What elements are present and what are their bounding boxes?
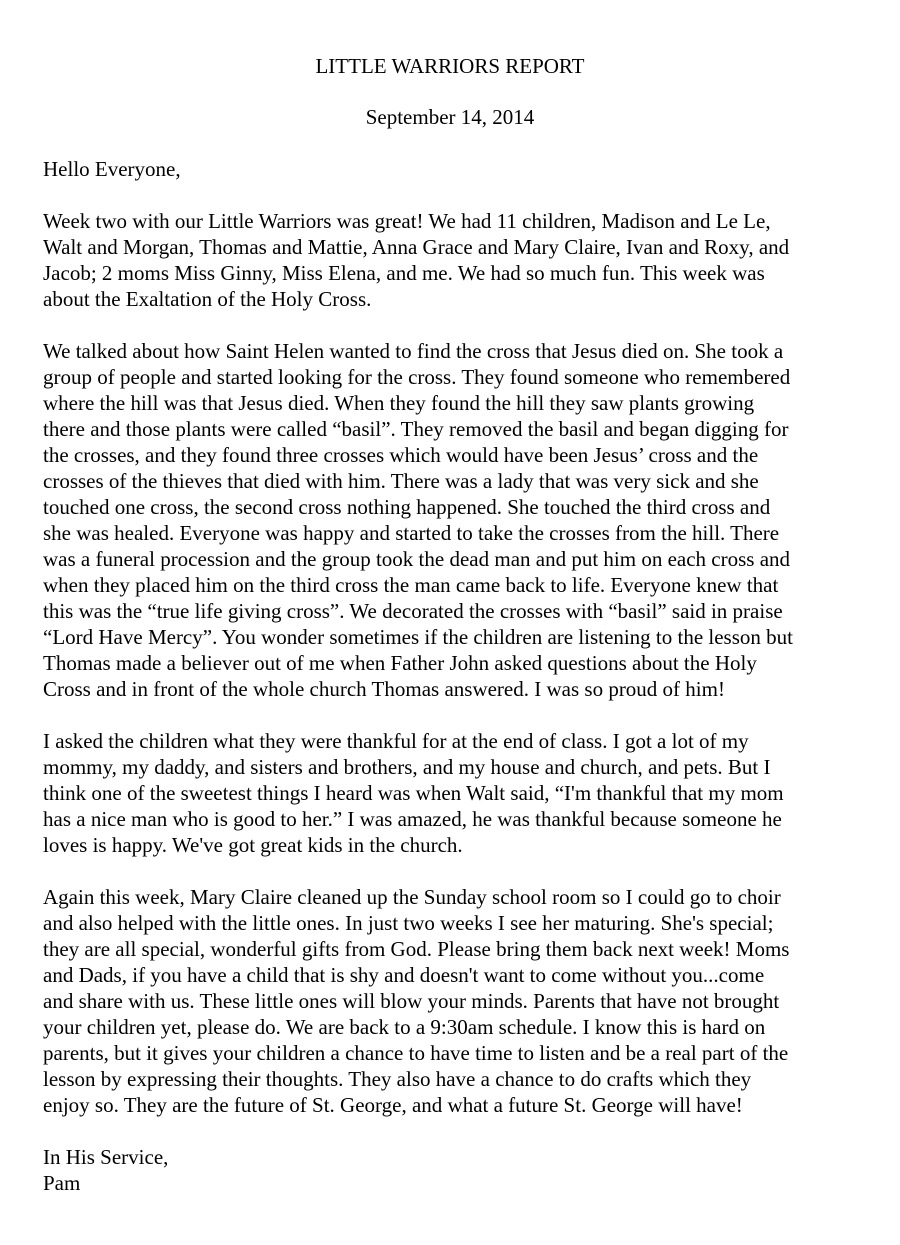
text-line: about the Exaltation of the Holy Cross. [43,287,372,311]
greeting: Hello Everyone, [43,157,181,181]
text-line: and share with us. These little ones will blow your minds. Parents that have not brought [43,989,780,1013]
text-line: there and those plants were called “basil”. They removed the basil and began digging for [43,417,789,441]
text-line: Jacob; 2 moms Miss Ginny, Miss Elena, and me. We had so much fun. This week was [43,261,765,285]
text-line: Walt and Morgan, Thomas and Mattie, Anna Grace and Mary Claire, Ivan and Roxy, and [43,235,790,259]
text-line: was a funeral procession and the group took the dead man and put him on each cross and [43,547,791,571]
text-line: think one of the sweetest things I heard was when Walt said, “I'm thankful that my mom [43,781,784,805]
text-line: I asked the children what they were thankful for at the end of class. I got a lot of my [43,729,749,753]
text-line: Week two with our Little Warriors was great! We had 11 children, Madison and Le Le, [43,209,771,233]
text-line: Again this week, Mary Claire cleaned up the Sunday school room so I could go to choir [43,885,781,909]
text-line: where the hill was that Jesus died. When they found the hill they saw plants growing [43,391,755,415]
text-line: the crosses, and they found three crosses which would have been Jesus’ cross and the [43,443,759,467]
text-line: We talked about how Saint Helen wanted to find the cross that Jesus died on. She took a [43,339,784,363]
text-line: “Lord Have Mercy”. You wonder sometimes if the children are listening to the lesson but [43,625,793,649]
text-line: lesson by expressing their thoughts. They also have a chance to do crafts which they [43,1067,752,1091]
text-line: mommy, my daddy, and sisters and brothers, and my house and church, and pets. But I [43,755,771,779]
text-line: loves is happy. We've got great kids in the church. [43,833,463,857]
closing-line: In His Service, [43,1145,169,1169]
report-title: LITTLE WARRIORS REPORT [315,54,585,78]
text-line: touched one cross, the second cross nothing happened. She touched the third cross and [43,495,771,519]
closing-block [43,1144,873,1196]
text-line: when they placed him on the third cross the man came back to life. Everyone knew that [43,573,779,597]
text-line: Thomas made a believer out of me when Father John asked questions about the Holy [43,651,757,675]
paragraph-attendance [43,208,873,312]
text-line: parents, but it gives your children a chance to have time to listen and be a real part of the [43,1041,789,1065]
paragraph-thankful [43,728,873,858]
text-line: and also helped with the little ones. In just two weeks I see her maturing. She's special; [43,911,774,935]
report-date: September 14, 2014 [365,105,535,129]
text-line: this was the “true life giving cross”. We decorated the crosses with “basil” said in praise [43,599,783,623]
paragraph-lesson [43,338,873,702]
signature: Pam [43,1171,81,1195]
text-line: group of people and started looking for the cross. They found someone who remembered [43,365,791,389]
text-line: she was healed. Everyone was happy and started to take the crosses from the hill. There [43,521,780,545]
text-line: they are all special, wonderful gifts from God. Please bring them back next week! Moms [43,937,790,961]
text-line: enjoy so. They are the future of St. George, and what a future St. George will have! [43,1093,743,1117]
text-line: Cross and in front of the whole church Thomas answered. I was so proud of him! [43,677,725,701]
text-line: has a nice man who is good to her.” I was amazed, he was thankful because someone he [43,807,782,831]
text-line: your children yet, please do. We are back to a 9:30am schedule. I know this is hard on [43,1015,766,1039]
text-line: and Dads, if you have a child that is shy and doesn't want to come without you...come [43,963,765,987]
paragraph-invitation [43,884,873,1118]
text-line: crosses of the thieves that died with him. There was a lady that was very sick and she [43,469,759,493]
